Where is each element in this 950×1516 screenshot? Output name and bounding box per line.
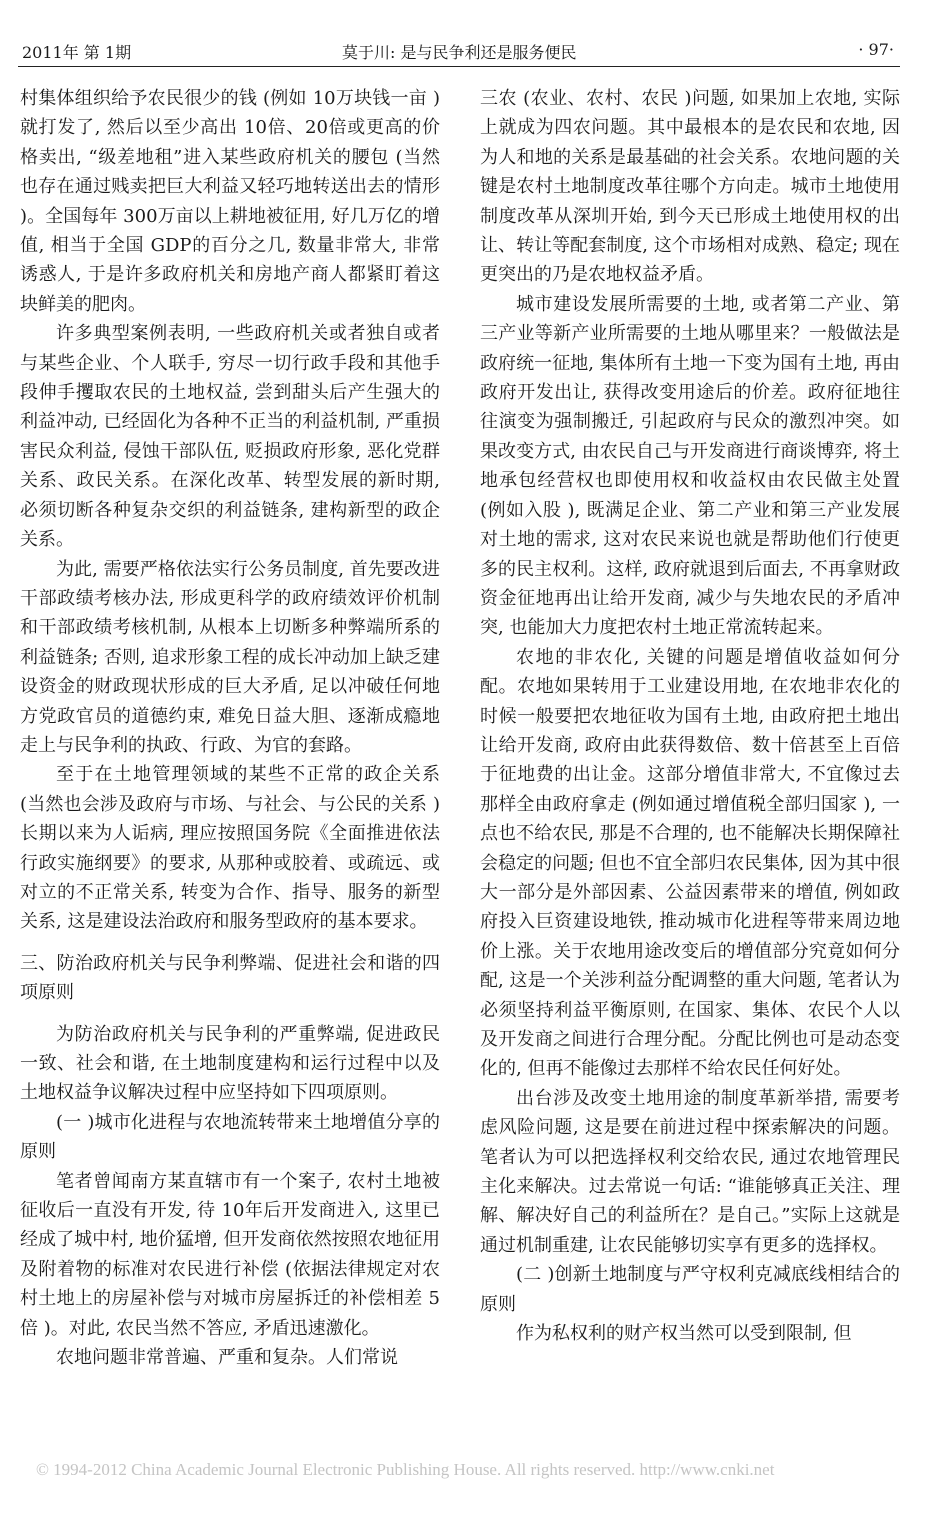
journal-issue: 2011年 第 1期: [22, 43, 132, 62]
paragraph: 许多典型案例表明, 一些政府机关或者独自或者与某些企业、个人联手, 穷尽一切行政手段和其他手段伸手攫取农民的土地权益, 尝到甜头后产生强大的利益冲动, 已经固化为各种不正当的利益机制, 严重损害民众利益, 侵蚀干部队伍, 贬损政府形象, 恶化党群关系、政民关系。在深化改革、转型发展的新时期, 必须切断各种复杂交织的利益链条, 建构新型的政企关系。: [20, 323, 440, 551]
running-header: [18, 36, 900, 67]
paragraph-continuation: 三农 (农业、农村、农民 )问题, 如果加上农地, 实际上就成为四农问题。其中最根本的是农民和农地, 因为人和地的关系是最基础的社会关系。农地问题的关键是农村土地制度改革往哪个方向走。城市土地使用制度改革从深圳开始, 到今天已形成土地使用权的出让、转让等配套制度, 这个市场相对成熟、稳定; 现在更突出的乃是农地权益矛盾。: [480, 88, 900, 286]
paragraph: 笔者曾闻南方某直辖市有一个案子, 农村土地被征收后一直没有开发, 待 10年后开发商进入, 这里已经成了城中村, 地价猛增, 但开发商依然按照农地征用及附着物的标准对农民进行补偿 (依据法律规定对农村土地上的房屋补偿与对城市房屋拆迁的补偿相差 5倍 )。对此, 农民当然不答应, 矛盾迅速激化。: [20, 1170, 440, 1339]
section-heading: 三、防治政府机关与民争利弊端、促进社会和谐的四项原则: [20, 952, 440, 1004]
page-number: · 97·: [858, 40, 894, 59]
paragraph: 农地问题非常普遍、严重和复杂。人们常说: [56, 1347, 398, 1369]
article-running-title: 莫于川: 是与民争利还是服务便民: [342, 43, 577, 62]
paragraph: 农地的非农化, 关键的问题是增值收益如何分配。农地如果转用于工业建设用地, 在农地非农化的时候一般要把农地征收为国有土地, 由政府把土地出让给开发商, 政府由此获得数倍、数十倍甚至上百倍于征地费的出让金。这部分增值非常大, 不宜像过去那样全由政府拿走 (例如通过增值税全部归国家 ), 一点也不给农民, 那是不合理的, 也不能解决长期保障社会稳定的问题; 但也不宜全部归农民集体, 因为其中很大一部分是外部因素、公益因素带来的增值, 例如政府投入巨资建设地铁, 推动城市化进程等带来周边地价上涨。关于农地用途改变后的增值部分究竟如何分配, 这是一个关涉利益分配调整的重大问题, 笔者认为必须坚持利益平衡原则, 在国家、集体、农民个人以及开发商之间进行合理分配。分配比例也可是动态变化的, 但再不能像过去那样不给农民任何好处。: [480, 646, 900, 1080]
left-text-column: [20, 84, 440, 1372]
subsection-heading: (一 )城市化进程与农地流转带来土地增值分享的原则: [20, 1111, 440, 1163]
paragraph: 为此, 需要严格依法实行公务员制度, 首先要改进干部政绩考核办法, 形成更科学的政府绩效评价机制和干部政绩考核机制, 从根本上切断多种弊端所系的利益链条; 否则, 追求形象工程的成长冲动加上缺乏建设资金的财政现状形成的巨大矛盾, 足以冲破任何地方党政官员的道德约束, 难免日益大胆、逐渐成瘾地走上与民争利的执政、行政、为官的套路。: [20, 558, 440, 756]
copyright-footer: © 1994-2012 China Academic Journal Electronic Publishing House. All rights reserved. http://www.cnki.net: [36, 1460, 775, 1479]
paragraph: 城市建设发展所需要的土地, 或者第二产业、第三产业等新产业所需要的土地从哪里来？一般做法是政府统一征地, 集体所有土地一下变为国有土地, 再由政府开发出让, 获得改变用途后的价差。政府征地往往演变为强制搬迁, 引起政府与民众的激烈冲突。如果改变方式, 由农民自己与开发商进行商谈博弈, 将土地承包经营权也即使用权和收益权由农民做主处置 (例如入股 ), 既满足企业、第二产业和第三产业发展对土地的需求, 这对农民来说也就是帮助他们行使更多的民主权利。这样, 政府就退到后面去, 不再拿财政资金征地再出让给开发商, 减少与失地农民的矛盾冲突, 也能加大力度把农村土地正常流转起来。: [480, 293, 900, 639]
right-text-column: [480, 84, 900, 1348]
paragraph: 为防治政府机关与民争利的严重弊端, 促进政民一致、社会和谐, 在土地制度建构和运行过程中以及土地权益争议解决过程中应坚持如下四项原则。: [20, 1023, 440, 1104]
paragraph: 至于在土地管理领域的某些不正常的政企关系 (当然也会涉及政府与市场、与社会、与公民的关系 )长期以来为人诟病, 理应按照国务院《全面推进依法行政实施纲要》的要求, 从那种或胶着、或疏远、或对立的不正常关系, 转变为合作、指导、服务的新型关系, 这是建设法治政府和服务型政府的基本要求。: [20, 764, 440, 933]
paragraph-continuation: 村集体组织给予农民很少的钱 (例如 10万块钱一亩 )就打发了, 然后以至少高出 10倍、20倍或更高的价格卖出, “级差地租”进入某些政府机关的腰包 (当然也存在通过贱卖把巨大利益又轻巧地转送出去的情形 )。全国每年 300万亩以上耕地被征用, 好几万亿的增值, 相当于全国 GDP的百分之几, 数量非常大, 非常诱惑人, 于是许多政府机关和房地产商人都紧盯着这块鲜美的肥肉。: [20, 88, 440, 315]
paragraph: 作为私权利的财产权当然可以受到限制, 但: [516, 1323, 852, 1345]
subsection-heading: (二 )创新土地制度与严守权利克减底线相结合的原则: [480, 1264, 900, 1315]
paragraph: 出台涉及改变土地用途的制度革新举措, 需要考虑风险问题, 这是要在前进过程中探索解决的问题。笔者认为可以把选择权利交给农民, 通过农地管理民主化来解决。过去常说一句话: “谁能够真正关注、理解、解决好自己的利益所在？是自己。”实际上这就是通过机制重建, 让农民能够切实享有更多的选择权。: [480, 1087, 900, 1256]
